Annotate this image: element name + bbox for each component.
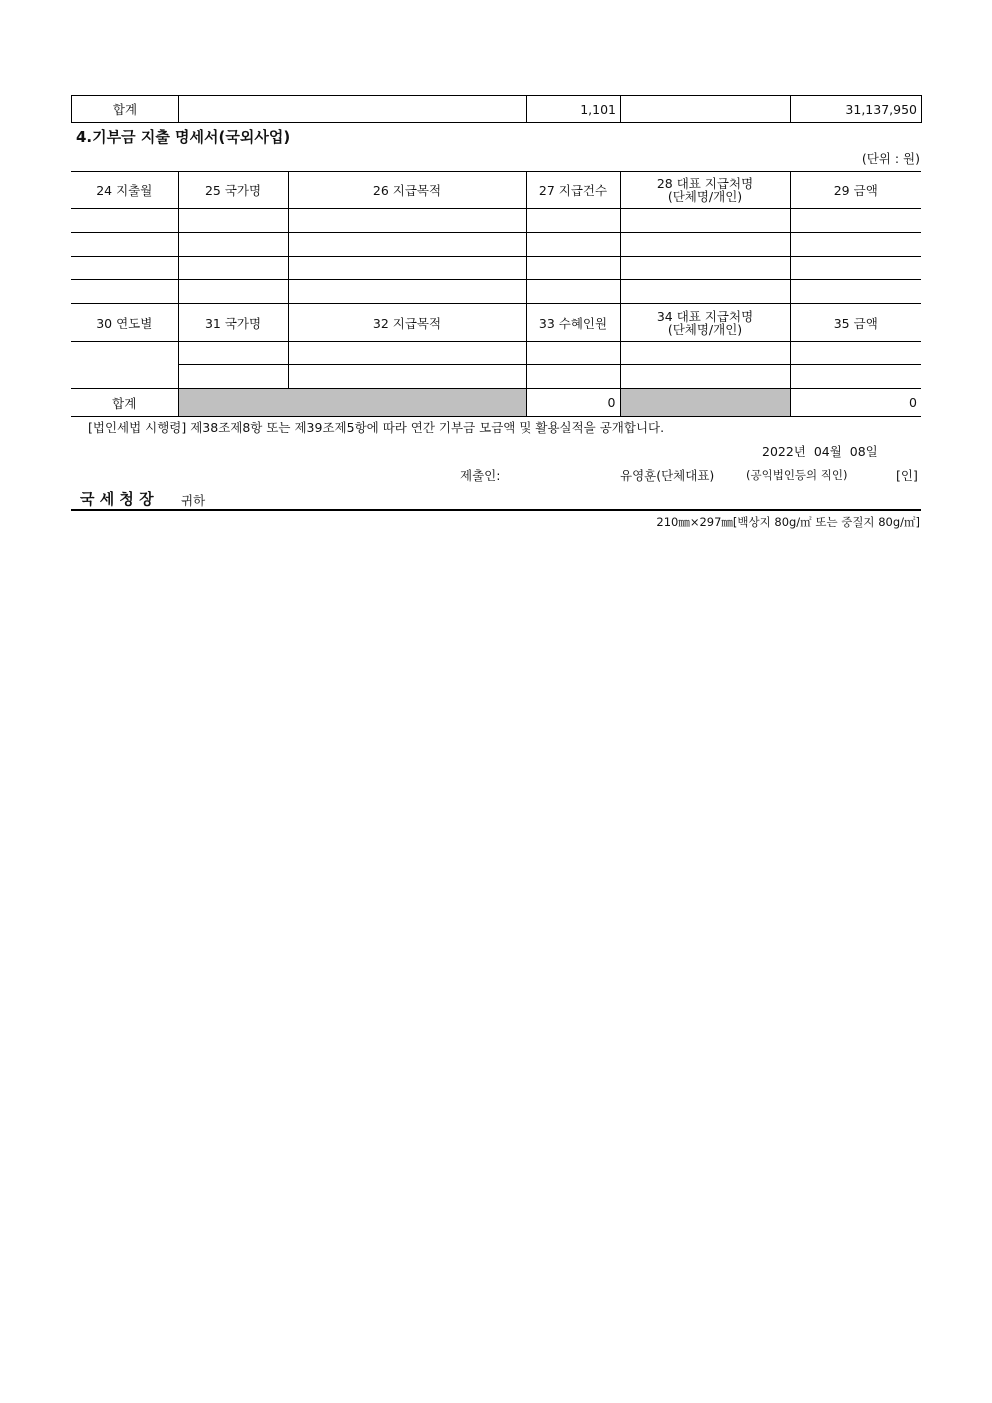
submitter-label: 제출인: bbox=[460, 468, 501, 483]
total-amount: 0 bbox=[790, 389, 921, 417]
footer-divider bbox=[71, 509, 921, 511]
table-row bbox=[71, 257, 921, 280]
section4-table bbox=[71, 171, 921, 417]
header-24: 24 지출월 bbox=[71, 172, 178, 209]
header-33: 33 수혜인원 bbox=[526, 304, 620, 342]
submitter-note: (공익법인등의 직인) bbox=[746, 468, 848, 482]
paper-spec: 210㎜×297㎜[백상지 80g/㎡ 또는 중질지 80g/㎡] bbox=[656, 515, 920, 529]
table-row bbox=[71, 280, 921, 304]
header-25: 25 국가명 bbox=[178, 172, 288, 209]
header-29: 29 금액 bbox=[790, 172, 921, 209]
top-total-table bbox=[71, 95, 922, 123]
notice-text: [법인세법 시행령] 제38조제8항 또는 제39조제5항에 따라 연간 기부금 모금액 및 활용실적을 공개합니다. bbox=[88, 420, 665, 435]
top-total-label: 합계 bbox=[72, 96, 179, 123]
total-label: 합계 bbox=[71, 389, 178, 417]
header-35: 35 금액 bbox=[790, 304, 921, 342]
table-row bbox=[71, 209, 921, 233]
header-26: 26 지급목적 bbox=[288, 172, 526, 209]
header-34: 34 대표 지급처명 (단체명/개인) bbox=[620, 304, 790, 342]
submitter-name: 유영훈(단체대표) bbox=[620, 468, 715, 483]
table-row bbox=[71, 233, 921, 257]
unit-label: (단위 : 원) bbox=[861, 151, 920, 166]
top-total-amount: 31,137,950 bbox=[791, 96, 922, 123]
recipient: 국 세 청 장 bbox=[80, 490, 154, 508]
header-31: 31 국가명 bbox=[178, 304, 288, 342]
total-row bbox=[71, 389, 921, 417]
year-cell bbox=[71, 342, 178, 389]
seal-mark: [인] bbox=[896, 468, 918, 483]
header-32: 32 지급목적 bbox=[288, 304, 526, 342]
total-count: 0 bbox=[526, 389, 620, 417]
top-total-count: 1,101 bbox=[527, 96, 621, 123]
honorific: 귀하 bbox=[181, 493, 206, 508]
header-30: 30 연도별 bbox=[71, 304, 178, 342]
table-row bbox=[71, 342, 921, 365]
header-row-2 bbox=[71, 304, 921, 342]
header-27: 27 지급건수 bbox=[526, 172, 620, 209]
date-text: 2022년 04월 08일 bbox=[762, 444, 878, 459]
section4-title: 4.기부금 지출 명세서(국외사업) bbox=[76, 128, 291, 146]
table-row bbox=[71, 365, 921, 389]
header-28: 28 대표 지급처명 (단체명/개인) bbox=[620, 172, 790, 209]
header-row-1 bbox=[71, 172, 921, 209]
